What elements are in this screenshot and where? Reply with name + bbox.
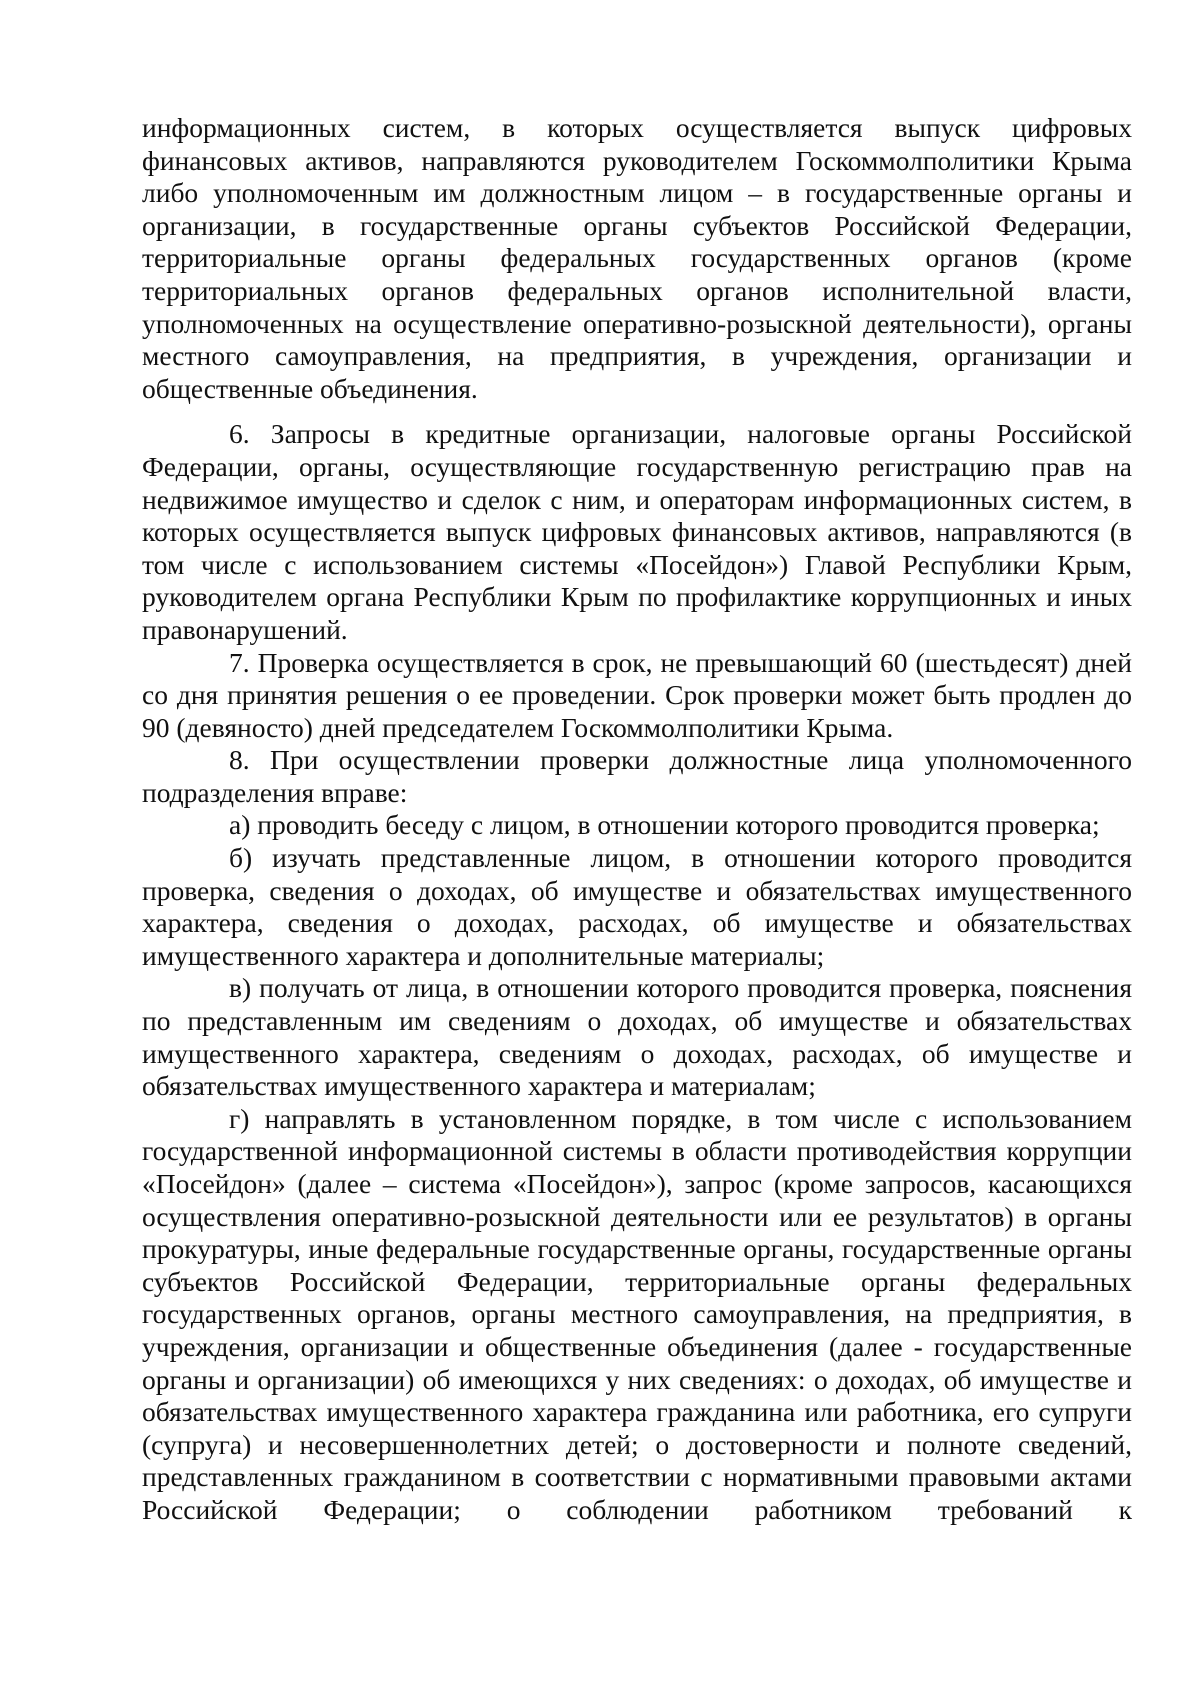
document-text — [142, 112, 1132, 1527]
paragraph-item-8g: г) направлять в установленном порядке, в том числе с использованием государственной информационной системы в области противодействия коррупции «Посейдон» (далее – система «Посейдон»), запрос (кроме запросов, касающихся осуществления оперативно-розыскной деятельности или ее результатов) в органы прокуратуры, иные федеральные государственные органы, государственные органы субъектов Российской Федерации, территориальные органы федеральных государственных органов, органы местного самоуправления, на предприятия, в учреждения, организации и общественные объединения (далее - государственные органы и организации) об имеющихся у них сведениях: о доходах, об имуществе и обязательствах имущественного характера гражданина или работника, его супруги (супруга) и несовершеннолетних детей; о достоверности и полноте сведений, представленных гражданином в соответствии с нормативными правовыми актами Российской Федерации; о соблюдении работником требований к — [142, 1102, 1132, 1525]
paragraph-item-6: 6. Запросы в кредитные организации, налоговые органы Российской Федерации, органы, осуществляющие государственную регистрацию прав на недвижимое имущество и сделок с ним, и операторам информационных систем, в которых осуществляется выпуск цифровых финансовых активов, направляются (в том числе с использованием системы «Посейдон») Главой Республики Крым, руководителем органа Республики Крым по профилактике коррупционных и иных правонарушений. — [142, 418, 1132, 645]
paragraph-item-7: 7. Проверка осуществляется в срок, не превышающий 60 (шестьдесят) дней со дня принятия решения о ее проведении. Срок проверки может быть продлен до 90 (девяносто) дней председателем Госкоммолполитики Крыма. — [142, 646, 1132, 743]
paragraph-item-8a: а) проводить беседу с лицом, в отношении которого проводится проверка; — [229, 809, 1100, 841]
paragraph-continuation: информационных систем, в которых осуществляется выпуск цифровых финансовых активов, направляются руководителем Госкоммолполитики Крыма либо уполномоченным им должностным лицом – в государственные органы и организации, в государственные органы субъектов Российской Федерации, территориальные органы федеральных государственных органов (кроме территориальных органов федеральных органов исполнительной власти, уполномоченных на осуществление оперативно-розыскной деятельности), органы местного самоуправления, на предприятия, в учреждения, организации и общественные объединения. — [142, 112, 1132, 404]
paragraph-item-8v: в) получать от лица, в отношении которого проводится проверка, пояснения по представленным им сведениям о доходах, об имуществе и обязательствах имущественного характера, сведениям о доходах, расходах, об имуществе и обязательствах имущественного характера и материалам; — [142, 972, 1132, 1102]
paragraph-item-8: 8. При осуществлении проверки должностные лица уполномоченного подразделения вправе: — [142, 744, 1132, 808]
paragraph-item-8b: б) изучать представленные лицом, в отношении которого проводится проверка, сведения о доходах, об имуществе и обязательствах имущественного характера, сведения о доходах, расходах, об имуществе и обязательствах имущественного характера и дополнительные материалы; — [142, 842, 1132, 971]
